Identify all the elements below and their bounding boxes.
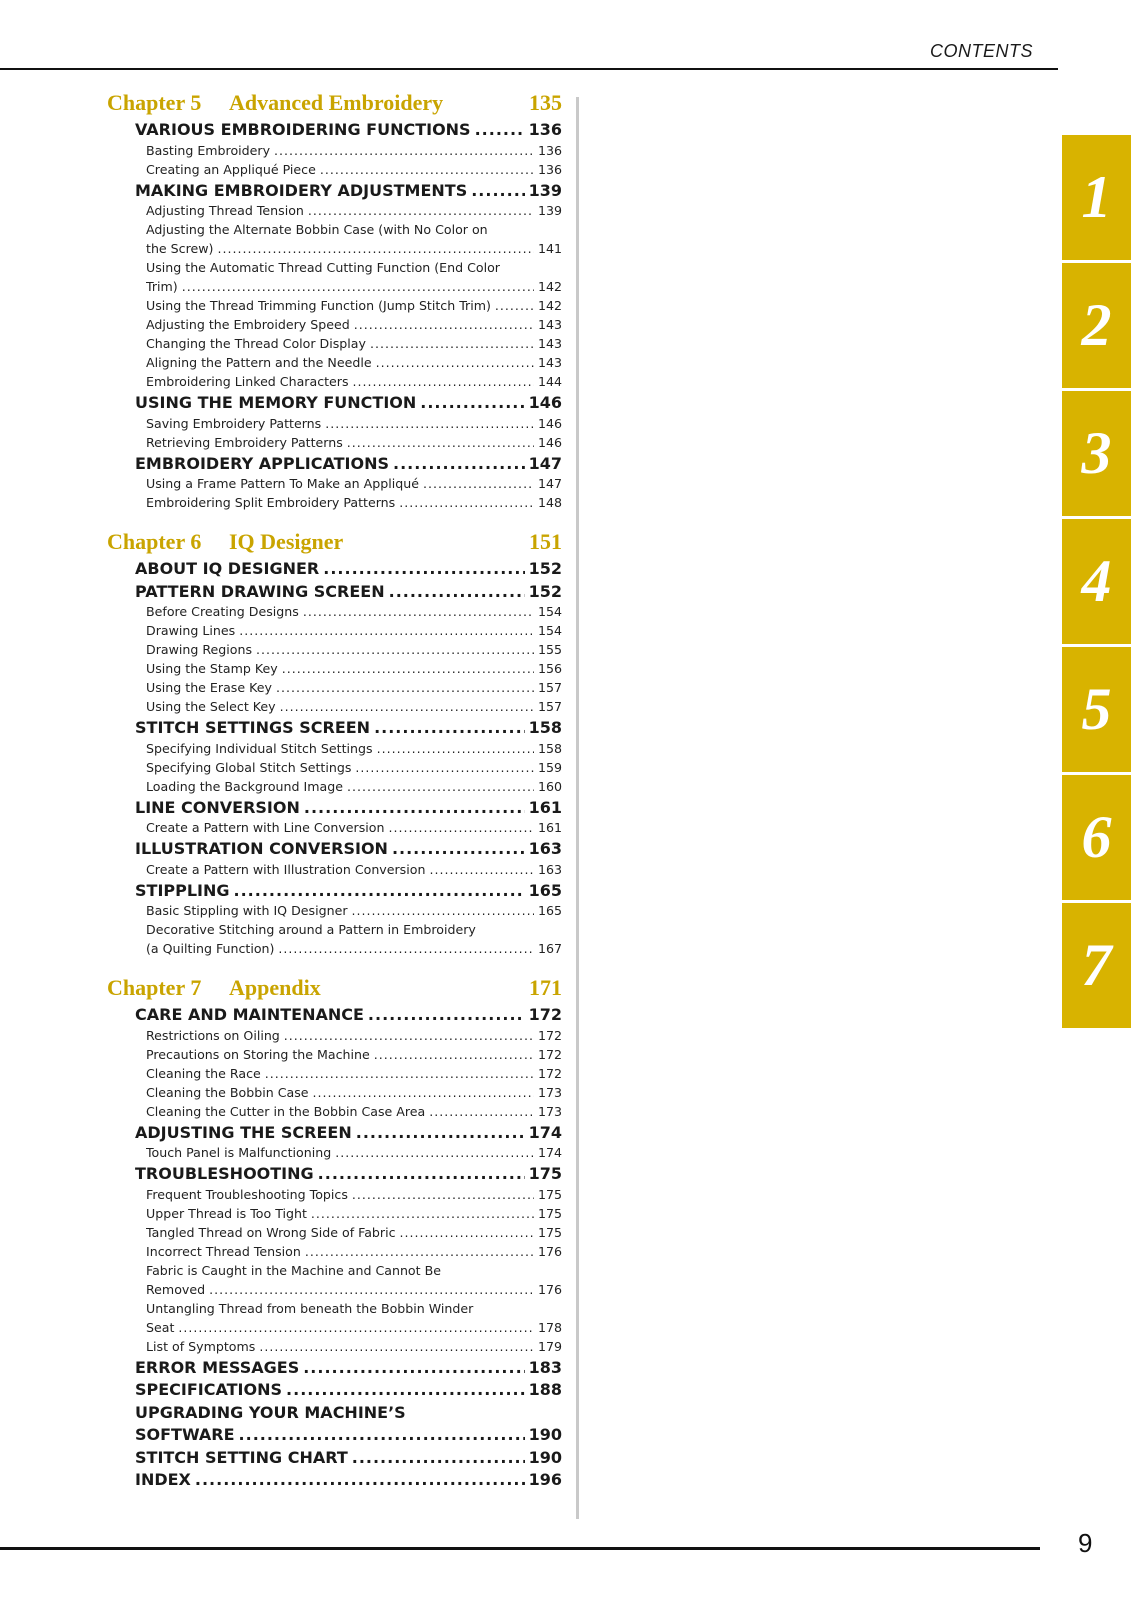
entry-title: Before Creating Designs xyxy=(146,604,299,619)
entry-title: Precautions on Storing the Machine xyxy=(146,1046,370,1062)
toc-section[interactable] xyxy=(135,1448,562,1471)
dot-leader xyxy=(374,718,525,737)
toc-section[interactable] xyxy=(135,1470,562,1493)
dot-leader xyxy=(303,1358,524,1377)
entry-page: 163 xyxy=(537,861,562,877)
chapter-label: Chapter 5 xyxy=(107,90,202,115)
toc-entry[interactable] xyxy=(146,1085,562,1104)
dot-leader xyxy=(356,1123,525,1142)
entry-page: 144 xyxy=(537,374,562,389)
dot-leader xyxy=(393,454,525,473)
footer-rule xyxy=(0,1547,1040,1550)
chapter-page: 135 xyxy=(529,90,562,115)
entry-title: Creating an Appliqué Piece xyxy=(146,161,316,177)
entry-page: 136 xyxy=(537,142,562,158)
chapter-gap xyxy=(107,514,562,529)
dot-leader xyxy=(284,1028,534,1043)
entry-page: 159 xyxy=(537,759,562,775)
dot-leader xyxy=(265,1066,534,1081)
entry-title: Tangled Thread on Wrong Side of Fabric xyxy=(146,1224,396,1240)
toc-entry[interactable] xyxy=(146,162,562,181)
toc-section[interactable] xyxy=(135,1123,562,1146)
entry-title: Embroidering Linked Characters xyxy=(146,374,349,389)
table-of-contents xyxy=(107,90,562,1493)
toc-section[interactable] xyxy=(135,181,562,204)
section-title: STITCH SETTING CHART xyxy=(135,1447,348,1467)
section-title: PATTERN DRAWING SCREEN xyxy=(135,581,385,601)
dot-leader xyxy=(282,661,534,676)
section-page: 152 xyxy=(528,581,562,601)
section-title: STITCH SETTINGS SCREEN xyxy=(135,718,371,737)
chapter-page: 171 xyxy=(529,975,562,1000)
dot-leader xyxy=(217,241,534,256)
entry-title: Trim) xyxy=(146,279,178,294)
toc-entry[interactable] xyxy=(146,279,562,298)
dot-leader xyxy=(429,862,534,877)
entry-title: Touch Panel is Malfunctioning xyxy=(146,1145,332,1160)
chapter-tab[interactable]: 6 xyxy=(1062,775,1131,900)
chapter-heading[interactable] xyxy=(107,529,562,557)
chapter-tabs xyxy=(1062,135,1131,1031)
toc-section[interactable] xyxy=(135,393,562,416)
toc-entry[interactable] xyxy=(146,1187,562,1206)
dot-leader xyxy=(311,1206,534,1221)
dot-leader xyxy=(308,203,534,218)
chapter-tab[interactable]: 5 xyxy=(1062,647,1131,772)
entry-page: 172 xyxy=(537,1027,562,1043)
entry-page: 139 xyxy=(537,203,562,218)
section-title: SPECIFICATIONS xyxy=(135,1380,283,1399)
dot-leader xyxy=(471,181,524,200)
entry-page: 146 xyxy=(537,415,562,431)
chapter-gap xyxy=(107,960,562,975)
entry-title: Cleaning the Cutter in the Bobbin Case Area xyxy=(146,1103,426,1119)
entry-page: 142 xyxy=(537,298,562,313)
dot-leader xyxy=(374,1047,534,1062)
entry-title: Adjusting the Alternate Bobbin Case (with No Color on xyxy=(146,222,488,237)
entry-title: Using the Select Key xyxy=(146,699,276,714)
chapter-tab[interactable]: 7 xyxy=(1062,903,1131,1028)
toc-entry[interactable] xyxy=(146,374,562,393)
chapter-label: Chapter 6 xyxy=(107,529,202,554)
entry-title: Cleaning the Race xyxy=(146,1065,261,1081)
chapter-tab[interactable]: 2 xyxy=(1062,263,1131,388)
entry-title: Untangling Thread from beneath the Bobbin Winder xyxy=(146,1300,474,1316)
dot-leader xyxy=(368,1005,525,1024)
entry-title: Loading the Background Image xyxy=(146,778,343,794)
running-header: CONTENTS xyxy=(930,41,1033,61)
dot-leader xyxy=(370,336,534,351)
entry-title: Decorative Stitching around a Pattern in Embroidery xyxy=(146,922,476,937)
section-title: EMBROIDERY APPLICATIONS xyxy=(135,453,389,473)
chapter-title: Advanced Embroidery xyxy=(229,90,444,115)
entry-title: Changing the Thread Color Display xyxy=(146,336,366,351)
toc-entry[interactable] xyxy=(146,476,562,495)
toc-entry[interactable] xyxy=(146,922,562,941)
entry-page: 173 xyxy=(537,1084,562,1100)
entry-title: Specifying Individual Stitch Settings xyxy=(146,740,373,756)
toc-entry[interactable] xyxy=(146,355,562,374)
dot-leader xyxy=(305,1244,534,1259)
toc-entry[interactable] xyxy=(146,260,562,279)
dot-leader xyxy=(495,298,534,313)
toc-section[interactable] xyxy=(135,1403,562,1426)
entry-page: 142 xyxy=(537,279,562,294)
entry-title: (a Quilting Function) xyxy=(146,941,275,956)
dot-leader xyxy=(239,623,534,638)
entry-title: Drawing Regions xyxy=(146,642,253,657)
entry-page: 154 xyxy=(537,623,562,638)
entry-title: Adjusting the Embroidery Speed xyxy=(146,317,350,332)
entry-title: Restrictions on Oiling xyxy=(146,1027,280,1043)
entry-page: 179 xyxy=(537,1338,562,1354)
toc-entry[interactable] xyxy=(146,1263,562,1282)
section-page: 158 xyxy=(528,718,562,737)
toc-entry[interactable] xyxy=(146,941,562,960)
dot-leader xyxy=(475,120,525,139)
entry-page: 148 xyxy=(537,495,562,510)
dot-leader xyxy=(256,642,534,657)
section-title: VARIOUS EMBROIDERING FUNCTIONS xyxy=(135,120,471,139)
section-page: 136 xyxy=(528,120,562,139)
dot-leader xyxy=(320,162,534,177)
toc-entry[interactable] xyxy=(146,1244,562,1263)
toc-entry[interactable] xyxy=(146,1028,562,1047)
section-title: TROUBLESHOOTING xyxy=(135,1164,314,1183)
entry-title: Using the Thread Trimming Function (Jump Stitch Trim) xyxy=(146,298,491,313)
section-title: STIPPLING xyxy=(135,880,230,900)
section-page: 146 xyxy=(528,393,562,412)
section-page: 147 xyxy=(528,453,562,473)
toc-entry[interactable] xyxy=(146,495,562,514)
toc-section[interactable] xyxy=(135,1164,562,1187)
toc-entry[interactable] xyxy=(146,760,562,779)
dot-leader xyxy=(347,779,534,794)
entry-title: Removed xyxy=(146,1281,206,1297)
entry-page: 175 xyxy=(537,1224,562,1240)
entry-title: Saving Embroidery Patterns xyxy=(146,415,322,431)
toc-section[interactable] xyxy=(135,718,562,741)
entry-title: Retrieving Embroidery Patterns xyxy=(146,434,343,450)
entry-title: Adjusting Thread Tension xyxy=(146,203,304,218)
entry-page: 155 xyxy=(537,642,562,657)
toc-entry[interactable] xyxy=(146,298,562,317)
dot-leader xyxy=(347,435,534,450)
entry-page: 165 xyxy=(537,903,562,918)
section-title: INDEX xyxy=(135,1470,191,1489)
toc-entry[interactable] xyxy=(146,222,562,241)
entry-title: Create a Pattern with Line Conversion xyxy=(146,820,385,835)
dot-leader xyxy=(420,393,524,412)
toc-entry[interactable] xyxy=(146,680,562,699)
toc-entry[interactable] xyxy=(146,1145,562,1164)
toc-entry[interactable] xyxy=(146,1047,562,1066)
entry-page: 178 xyxy=(537,1319,562,1335)
dot-leader xyxy=(259,1339,534,1354)
chapter-tab[interactable]: 4 xyxy=(1062,519,1131,644)
toc-section[interactable] xyxy=(135,120,562,143)
entry-title: Using the Stamp Key xyxy=(146,661,278,676)
entry-page: 154 xyxy=(537,604,562,619)
toc-section[interactable] xyxy=(135,1380,562,1403)
entry-title: Seat xyxy=(146,1319,175,1335)
dot-leader xyxy=(423,476,534,491)
toc-entry[interactable] xyxy=(146,241,562,260)
toc-entry[interactable] xyxy=(146,661,562,680)
dot-leader xyxy=(209,1282,534,1297)
dot-leader xyxy=(313,1085,534,1100)
dot-leader xyxy=(400,1225,534,1240)
toc-entry[interactable] xyxy=(146,435,562,454)
entry-title: Cleaning the Bobbin Case xyxy=(146,1084,309,1100)
toc-section[interactable] xyxy=(135,1358,562,1381)
column-divider xyxy=(576,97,579,1519)
entry-title: Fabric is Caught in the Machine and Cannot Be xyxy=(146,1262,441,1278)
entry-title: Specifying Global Stitch Settings xyxy=(146,759,352,775)
toc-section[interactable] xyxy=(135,1425,562,1448)
chapter-page: 151 xyxy=(529,529,562,554)
dot-leader xyxy=(352,903,534,918)
entry-page: 146 xyxy=(537,434,562,450)
toc-entry[interactable] xyxy=(146,1066,562,1085)
entry-page: 172 xyxy=(537,1046,562,1062)
entry-title: Upper Thread is Too Tight xyxy=(146,1205,307,1221)
chapter-tab[interactable]: 1 xyxy=(1062,135,1131,260)
dot-leader xyxy=(376,355,534,370)
entry-page: 161 xyxy=(537,820,562,835)
dot-leader xyxy=(353,374,534,389)
entry-title: Basic Stippling with IQ Designer xyxy=(146,903,348,918)
entry-title: Create a Pattern with Illustration Conversion xyxy=(146,861,426,877)
toc-entry[interactable] xyxy=(146,1225,562,1244)
page-number: 9 xyxy=(1078,1528,1093,1558)
section-title: LINE CONVERSION xyxy=(135,797,300,817)
section-title: CARE AND MAINTENANCE xyxy=(135,1005,364,1024)
toc-entry[interactable] xyxy=(146,903,562,922)
entry-title: Using a Frame Pattern To Make an Appliqué xyxy=(146,476,419,491)
toc-entry[interactable] xyxy=(146,741,562,760)
section-page: 163 xyxy=(528,839,562,858)
section-page: 175 xyxy=(528,1164,562,1183)
section-page: 161 xyxy=(528,797,562,817)
toc-entry[interactable] xyxy=(146,1301,562,1320)
entry-page: 173 xyxy=(537,1103,562,1119)
chapter-heading[interactable] xyxy=(107,975,562,1003)
toc-section[interactable] xyxy=(135,582,562,605)
section-title: ERROR MESSAGES xyxy=(135,1357,300,1377)
dot-leader xyxy=(325,416,534,431)
toc-entry[interactable] xyxy=(146,820,562,839)
dot-leader xyxy=(278,941,534,956)
section-title: ILLUSTRATION CONVERSION xyxy=(135,839,388,858)
entry-page: 157 xyxy=(537,680,562,695)
section-page: 139 xyxy=(528,180,562,200)
entry-page: 176 xyxy=(537,1243,562,1259)
dot-leader xyxy=(335,1145,534,1160)
toc-entry[interactable] xyxy=(146,1320,562,1339)
entry-page: 172 xyxy=(537,1065,562,1081)
dot-leader xyxy=(429,1104,534,1119)
section-page: 196 xyxy=(528,1470,562,1489)
entry-page: 156 xyxy=(537,661,562,676)
entry-page: 167 xyxy=(537,941,562,956)
section-page: 190 xyxy=(528,1447,562,1467)
toc-section[interactable] xyxy=(135,798,562,821)
entry-title: the Screw) xyxy=(146,241,214,256)
toc-section[interactable] xyxy=(135,454,562,477)
toc-entry[interactable] xyxy=(146,699,562,718)
section-title: MAKING EMBROIDERY ADJUSTMENTS xyxy=(135,180,468,200)
entry-page: 136 xyxy=(537,161,562,177)
toc-entry[interactable] xyxy=(146,416,562,435)
dot-leader xyxy=(276,680,534,695)
section-page: 188 xyxy=(528,1380,562,1399)
toc-section[interactable] xyxy=(135,839,562,862)
toc-entry[interactable] xyxy=(146,317,562,336)
chapter-title: Appendix xyxy=(229,975,321,1000)
section-page: 174 xyxy=(528,1122,562,1142)
toc-entry[interactable] xyxy=(146,642,562,661)
entry-page: 174 xyxy=(537,1145,562,1160)
section-title: USING THE MEMORY FUNCTION xyxy=(135,393,417,412)
toc-entry[interactable] xyxy=(146,143,562,162)
entry-title: Using the Erase Key xyxy=(146,680,272,695)
chapter-title: IQ Designer xyxy=(229,529,344,554)
dot-leader xyxy=(352,1187,534,1202)
chapter-tab[interactable]: 3 xyxy=(1062,391,1131,516)
dot-leader xyxy=(182,279,534,294)
dot-leader xyxy=(304,798,525,817)
section-title: ADJUSTING THE SCREEN xyxy=(135,1122,352,1142)
entry-page: 175 xyxy=(537,1205,562,1221)
dot-leader xyxy=(234,881,525,900)
dot-leader xyxy=(354,317,534,332)
toc-entry[interactable] xyxy=(146,1104,562,1123)
toc-section[interactable] xyxy=(135,559,562,582)
section-page: 183 xyxy=(528,1357,562,1377)
dot-leader xyxy=(178,1320,534,1335)
dot-leader xyxy=(352,1448,525,1467)
entry-page: 141 xyxy=(537,241,562,256)
entry-page: 158 xyxy=(537,740,562,756)
chapter-heading[interactable] xyxy=(107,90,562,118)
toc-entry[interactable] xyxy=(146,1206,562,1225)
toc-entry[interactable] xyxy=(146,203,562,222)
dot-leader xyxy=(399,495,534,510)
entry-title: List of Symptoms xyxy=(146,1338,256,1354)
entry-title: Embroidering Split Embroidery Patterns xyxy=(146,495,396,510)
dot-leader xyxy=(195,1470,525,1489)
entry-title: Basting Embroidery xyxy=(146,142,271,158)
toc-entry[interactable] xyxy=(146,1282,562,1301)
section-page: 190 xyxy=(528,1425,562,1444)
toc-entry[interactable] xyxy=(146,604,562,623)
toc-entry[interactable] xyxy=(146,862,562,881)
section-title: UPGRADING YOUR MACHINE’S xyxy=(135,1402,406,1422)
dot-leader xyxy=(286,1380,525,1399)
entry-title: Drawing Lines xyxy=(146,623,236,638)
toc-entry[interactable] xyxy=(146,1339,562,1358)
dot-leader xyxy=(377,741,534,756)
dot-leader xyxy=(389,582,525,601)
entry-page: 147 xyxy=(537,476,562,491)
entry-title: Frequent Troubleshooting Topics xyxy=(146,1186,348,1202)
dot-leader xyxy=(323,559,524,578)
entry-page: 176 xyxy=(537,1281,562,1297)
dot-leader xyxy=(355,760,534,775)
entry-page: 143 xyxy=(537,355,562,370)
section-page: 152 xyxy=(528,559,562,578)
entry-page: 143 xyxy=(537,317,562,332)
section-title: SOFTWARE xyxy=(135,1425,235,1444)
section-title: ABOUT IQ DESIGNER xyxy=(135,559,320,578)
toc-section[interactable] xyxy=(135,881,562,904)
toc-entry[interactable] xyxy=(146,336,562,355)
toc-section[interactable] xyxy=(135,1005,562,1028)
dot-leader xyxy=(280,699,534,714)
entry-page: 143 xyxy=(537,336,562,351)
entry-title: Using the Automatic Thread Cutting Function (End Color xyxy=(146,260,500,275)
dot-leader xyxy=(239,1425,525,1444)
section-page: 172 xyxy=(528,1005,562,1024)
toc-entry[interactable] xyxy=(146,779,562,798)
entry-page: 160 xyxy=(537,778,562,794)
entry-page: 175 xyxy=(537,1186,562,1202)
entry-title: Aligning the Pattern and the Needle xyxy=(146,355,372,370)
dot-leader xyxy=(274,143,534,158)
dot-leader xyxy=(388,820,533,835)
entry-page: 157 xyxy=(537,699,562,714)
toc-entry[interactable] xyxy=(146,623,562,642)
dot-leader xyxy=(318,1164,525,1183)
section-page: 165 xyxy=(528,880,562,900)
chapter-label: Chapter 7 xyxy=(107,975,202,1000)
header-rule xyxy=(0,68,1058,70)
entry-title: Incorrect Thread Tension xyxy=(146,1243,301,1259)
dot-leader xyxy=(392,839,525,858)
dot-leader xyxy=(303,604,534,619)
